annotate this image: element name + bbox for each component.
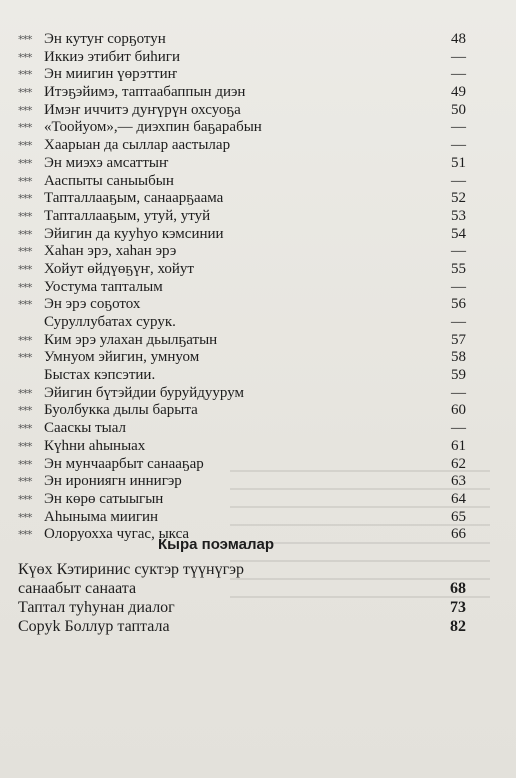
entry-stars: ***	[18, 510, 32, 524]
toc-entry	[18, 367, 466, 385]
entry-page-number: —	[451, 137, 466, 154]
toc-entry	[18, 279, 466, 297]
entry-title: Буолбукка дылы барыта	[44, 402, 198, 419]
entry-page-number: 60	[451, 402, 466, 419]
entry-page-number: 56	[451, 296, 466, 313]
entry-stars: ***	[18, 386, 32, 400]
toc-entry	[18, 261, 466, 279]
entry-page-number: —	[451, 420, 466, 437]
entry-page-number: 59	[451, 367, 466, 384]
entry-title: Эйигин да кууһуо кэмсинии	[44, 225, 224, 242]
entry-stars: ***	[18, 262, 32, 276]
entry-page-number: 57	[451, 331, 466, 348]
entry-title: Күһни аһыныах	[44, 437, 146, 454]
entry-stars: ***	[18, 33, 32, 46]
toc-entry	[18, 385, 466, 403]
entry-title: Умнуом эйигин, умнуом	[44, 349, 200, 366]
entry-title: «Тоойуом»,— диэхпин баҕарабын	[44, 119, 262, 136]
entry-page-number: —	[451, 314, 466, 330]
entry-page-number: —	[451, 384, 466, 401]
toc-entry	[18, 579, 466, 598]
toc-entry	[18, 473, 466, 491]
toc-entry	[18, 173, 466, 191]
toc-entry	[18, 155, 466, 173]
toc-entry	[18, 243, 466, 261]
toc-entry	[18, 190, 466, 208]
entry-title: Таптал туһунан диалог	[18, 599, 175, 616]
entry-title: Эйигин бүтэйдии буруйдуурум	[44, 384, 244, 401]
entry-stars: ***	[18, 422, 32, 436]
toc-entry	[18, 84, 466, 102]
entry-page-number: —	[451, 66, 466, 83]
entry-stars: ***	[18, 404, 32, 418]
toc-entry	[18, 560, 466, 579]
entry-title: Уостума тапталым	[44, 278, 163, 295]
entry-page-number: 62	[451, 455, 466, 472]
entry-page-number: 50	[451, 101, 466, 118]
entry-page-number: —	[451, 278, 466, 295]
entry-stars: ***	[18, 227, 32, 241]
entry-page-number: 48	[451, 31, 466, 47]
entry-stars: ***	[18, 351, 32, 365]
entry-page-number: 68	[450, 580, 466, 597]
entry-stars: ***	[18, 68, 32, 82]
toc-entry	[18, 420, 466, 438]
toc-entry	[18, 349, 466, 367]
entry-stars: ***	[18, 103, 32, 117]
toc-entry	[18, 296, 466, 314]
entry-page-number: 58	[451, 349, 466, 366]
entry-stars: ***	[18, 457, 32, 471]
entry-stars: ***	[18, 174, 32, 188]
entry-title: Эн кутуҥ сорҕотун	[44, 31, 166, 47]
entry-stars: ***	[18, 333, 32, 347]
toc-entry	[18, 119, 466, 137]
toc-entry	[18, 226, 466, 244]
toc-entry	[18, 66, 466, 84]
entry-title: Быстах кэпсэтии.	[44, 367, 156, 384]
entry-page-number: 66	[451, 526, 466, 543]
entry-title: Имэҥ иччитэ дуҥүрүн охсуоҕа	[44, 101, 241, 118]
entry-stars: ***	[18, 475, 32, 489]
entry-stars: ***	[18, 298, 32, 312]
entry-title: Итэҕэйимэ, таптаабаппын диэн	[44, 84, 246, 101]
entry-title: Эн ирониягн иннигэр	[44, 473, 182, 490]
entry-stars: ***	[18, 492, 32, 506]
entry-title: Соруk Боллур таптала	[18, 618, 170, 635]
entry-stars: ***	[18, 528, 32, 542]
entry-title: Хойут өйдүөҕүҥ, хойут	[44, 260, 194, 277]
toc-entry	[18, 402, 466, 420]
entry-page-number: 53	[451, 207, 466, 224]
toc-entry	[18, 617, 466, 636]
entry-title: Иккиэ этибит биһиги	[44, 48, 180, 65]
entry-page-number: —	[451, 172, 466, 189]
entry-title: Эн миэхэ амсаттыҥ	[44, 154, 169, 171]
entry-title: Эн көрө сатыыгын	[44, 490, 164, 507]
entry-page-number: 63	[451, 473, 466, 490]
entry-stars: ***	[18, 280, 32, 294]
toc-entry	[18, 509, 466, 527]
toc-entry	[18, 314, 466, 332]
entry-stars: ***	[18, 439, 32, 453]
entry-title: санаабыт санаата	[18, 580, 137, 597]
entry-page-number: 55	[451, 260, 466, 277]
entry-title: Тапталлааҕым, санаарҕаама	[44, 190, 224, 207]
entry-title: Тапталлааҕым, утуй, утуй	[44, 207, 211, 224]
entry-title: Эн мунчаарбыт санааҕар	[44, 455, 204, 472]
toc-entry	[18, 491, 466, 509]
toc-entry	[18, 208, 466, 226]
entry-stars: ***	[18, 156, 32, 170]
entry-page-number: 73	[450, 599, 466, 616]
section-title: Кыра поэмалар	[158, 536, 275, 553]
entry-title: Ааспыты саныыбын	[44, 172, 174, 189]
entry-stars: ***	[18, 86, 32, 100]
toc-entry	[18, 137, 466, 155]
entry-page-number: 49	[451, 84, 466, 101]
entry-title: Суруллубатах сурук.	[44, 314, 176, 330]
entry-title: Аһыныма миигин	[44, 508, 159, 525]
entry-page-number: 51	[451, 154, 466, 171]
entry-page-number: 52	[451, 190, 466, 207]
entry-title: Эн эрэ соҕотох	[44, 296, 141, 313]
toc-entry	[18, 438, 466, 456]
toc-entry	[18, 332, 466, 350]
toc-entry	[18, 598, 466, 617]
entry-page-number: 61	[451, 437, 466, 454]
entry-page-number: —	[451, 243, 466, 260]
entry-title: Хаһан эрэ, хаһан эрэ	[44, 243, 177, 260]
table-of-contents	[18, 31, 466, 544]
entry-stars: ***	[18, 50, 32, 64]
entry-page-number: 64	[451, 490, 466, 507]
entry-title: Эн миигин үөрэттиҥ	[44, 66, 177, 83]
entry-title: Сааскы тыал	[44, 420, 127, 437]
entry-title: Хаарыан да сыллар аастылар	[44, 137, 231, 154]
entry-title: Ким эрэ улахан дьылҕатын	[44, 331, 218, 348]
entry-page-number: 54	[451, 225, 466, 242]
entry-stars: ***	[18, 139, 32, 153]
toc-entry	[18, 49, 466, 67]
toc-entry	[18, 31, 466, 49]
entry-stars: ***	[18, 245, 32, 259]
entry-page-number: 82	[450, 618, 466, 635]
entry-title: Күөх Кэтиринис суктэр түүнүгэр	[18, 561, 245, 578]
entry-stars: ***	[18, 192, 32, 206]
entry-stars: ***	[18, 121, 32, 135]
toc-entry	[18, 102, 466, 120]
entry-title: Олоруохха чугас, ыкса	[44, 526, 190, 543]
entry-page-number: —	[451, 48, 466, 65]
entry-page-number: —	[451, 119, 466, 136]
poems-list	[18, 560, 466, 636]
entry-stars: ***	[18, 209, 32, 223]
toc-entry	[18, 456, 466, 474]
entry-page-number: 65	[451, 508, 466, 525]
